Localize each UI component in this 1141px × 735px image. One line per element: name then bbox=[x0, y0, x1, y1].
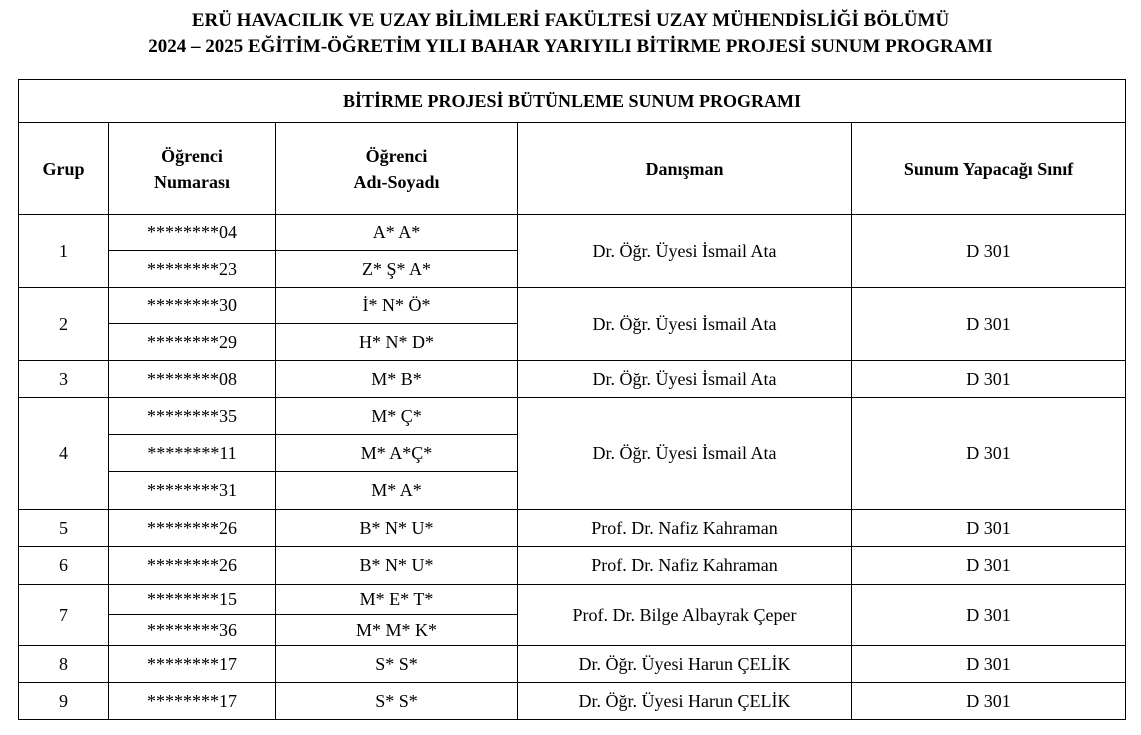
advisor-name: Prof. Dr. Nafiz Kahraman bbox=[518, 510, 852, 547]
column-header-student-name bbox=[276, 123, 518, 215]
classroom: D 301 bbox=[852, 361, 1126, 398]
table-header-row bbox=[19, 123, 1126, 215]
group-number: 8 bbox=[19, 646, 109, 683]
table-row bbox=[19, 288, 1126, 324]
student-name: M* A*Ç* bbox=[276, 435, 518, 472]
advisor-name: Dr. Öğr. Üyesi İsmail Ata bbox=[518, 361, 852, 398]
student-number: ********29 bbox=[109, 324, 276, 361]
classroom: D 301 bbox=[852, 646, 1126, 683]
classroom: D 301 bbox=[852, 398, 1126, 510]
table-row bbox=[19, 510, 1126, 547]
student-name: H* N* D* bbox=[276, 324, 518, 361]
student-name: M* Ç* bbox=[276, 398, 518, 435]
table-row bbox=[19, 215, 1126, 251]
student-number: ********15 bbox=[109, 585, 276, 615]
group-number: 9 bbox=[19, 683, 109, 720]
table-row bbox=[19, 585, 1126, 615]
student-number: ********35 bbox=[109, 398, 276, 435]
student-name: S* S* bbox=[276, 683, 518, 720]
classroom: D 301 bbox=[852, 547, 1126, 585]
advisor-name: Dr. Öğr. Üyesi İsmail Ata bbox=[518, 288, 852, 361]
column-header-advisor: Danışman bbox=[518, 123, 852, 215]
classroom: D 301 bbox=[852, 683, 1126, 720]
table-row bbox=[19, 398, 1126, 435]
table-row bbox=[19, 683, 1126, 720]
student-number: ********26 bbox=[109, 547, 276, 585]
student-number: ********08 bbox=[109, 361, 276, 398]
advisor-name: Dr. Öğr. Üyesi Harun ÇELİK bbox=[518, 683, 852, 720]
student-number: ********31 bbox=[109, 472, 276, 510]
column-header-student-name-line2: Adı-Soyadı bbox=[353, 171, 440, 192]
student-number: ********23 bbox=[109, 251, 276, 288]
advisor-name: Dr. Öğr. Üyesi İsmail Ata bbox=[518, 215, 852, 288]
header-line-1: ERÜ HAVACILIK VE UZAY BİLİMLERİ FAKÜLTESİ UZAY MÜHENDİSLİĞİ BÖLÜMÜ bbox=[191, 10, 950, 31]
classroom: D 301 bbox=[852, 510, 1126, 547]
group-number: 1 bbox=[19, 215, 109, 288]
column-header-student-number-line2: Numarası bbox=[154, 171, 230, 192]
table-row bbox=[19, 547, 1126, 585]
student-name: İ* N* Ö* bbox=[276, 288, 518, 324]
student-number: ********30 bbox=[109, 288, 276, 324]
presentation-schedule-table bbox=[18, 79, 1126, 720]
student-name: M* B* bbox=[276, 361, 518, 398]
group-number: 2 bbox=[19, 288, 109, 361]
header-line-2: 2024 – 2025 EĞİTİM-ÖĞRETİM YILI BAHAR YARIYILI BİTİRME PROJESİ SUNUM PROGRAMI bbox=[148, 36, 993, 57]
table-title: BİTİRME PROJESİ BÜTÜNLEME SUNUM PROGRAMI bbox=[19, 80, 1126, 123]
column-header-student-number bbox=[109, 123, 276, 215]
group-number: 5 bbox=[19, 510, 109, 547]
group-number: 3 bbox=[19, 361, 109, 398]
student-name: S* S* bbox=[276, 646, 518, 683]
classroom: D 301 bbox=[852, 288, 1126, 361]
student-number: ********17 bbox=[109, 683, 276, 720]
student-number: ********36 bbox=[109, 615, 276, 646]
classroom: D 301 bbox=[852, 215, 1126, 288]
advisor-name: Dr. Öğr. Üyesi Harun ÇELİK bbox=[518, 646, 852, 683]
table-title-row bbox=[19, 80, 1126, 123]
column-header-group: Grup bbox=[19, 123, 109, 215]
column-header-student-name-line1: Öğrenci bbox=[365, 145, 428, 166]
student-name: M* M* K* bbox=[276, 615, 518, 646]
student-name: A* A* bbox=[276, 215, 518, 251]
student-number: ********04 bbox=[109, 215, 276, 251]
student-name: M* A* bbox=[276, 472, 518, 510]
table-row bbox=[19, 646, 1126, 683]
student-name: B* N* U* bbox=[276, 547, 518, 585]
student-name: B* N* U* bbox=[276, 510, 518, 547]
student-name: Z* Ş* A* bbox=[276, 251, 518, 288]
advisor-name: Prof. Dr. Bilge Albayrak Çeper bbox=[518, 585, 852, 646]
group-number: 7 bbox=[19, 585, 109, 646]
advisor-name: Dr. Öğr. Üyesi İsmail Ata bbox=[518, 398, 852, 510]
student-name: M* E* T* bbox=[276, 585, 518, 615]
column-header-student-number-line1: Öğrenci bbox=[161, 145, 223, 166]
group-number: 6 bbox=[19, 547, 109, 585]
student-number: ********17 bbox=[109, 646, 276, 683]
student-number: ********11 bbox=[109, 435, 276, 472]
table-row bbox=[19, 361, 1126, 398]
column-header-classroom: Sunum Yapacağı Sınıf bbox=[852, 123, 1126, 215]
group-number: 4 bbox=[19, 398, 109, 510]
student-number: ********26 bbox=[109, 510, 276, 547]
classroom: D 301 bbox=[852, 585, 1126, 646]
advisor-name: Prof. Dr. Nafiz Kahraman bbox=[518, 547, 852, 585]
document-header bbox=[0, 8, 1141, 60]
